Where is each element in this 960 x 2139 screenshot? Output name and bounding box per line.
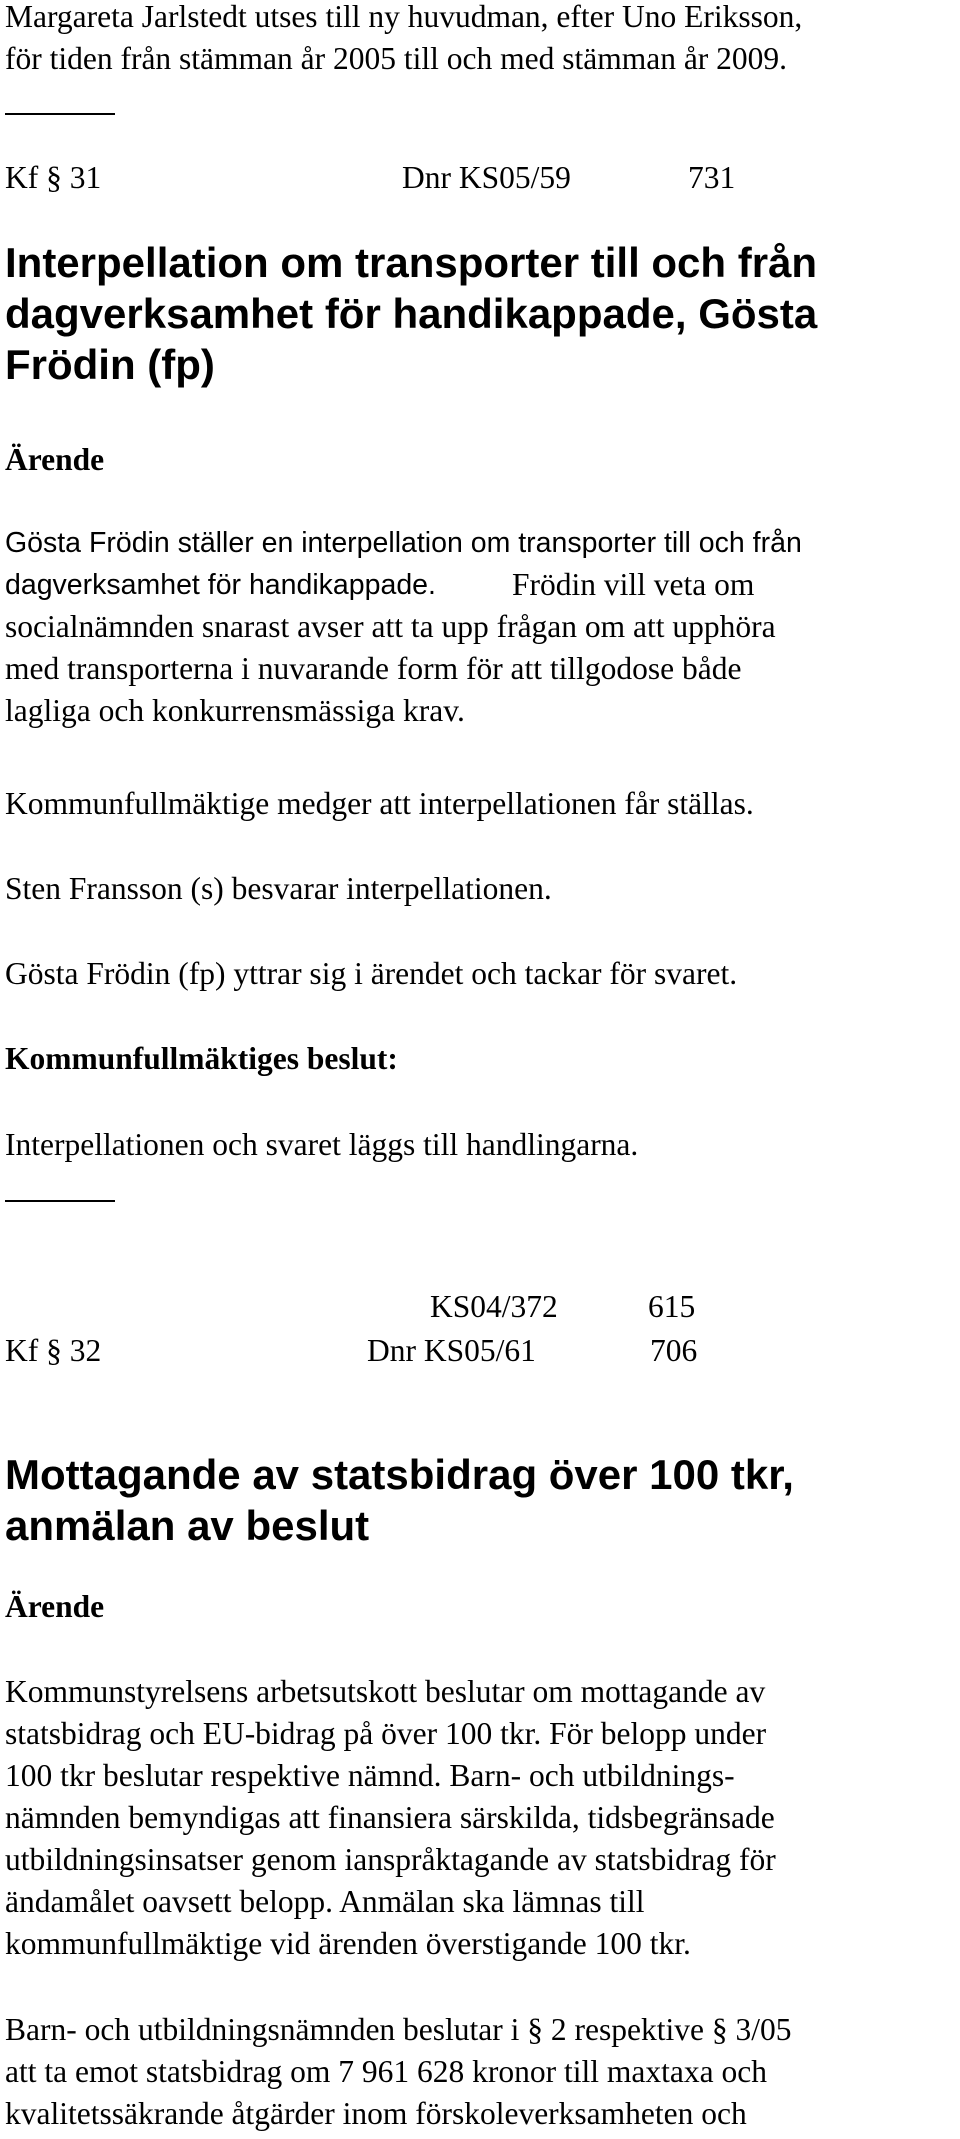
item-32-paragraph-1-line-6: ändamålet oavsett belopp. Anmälan ska lämnas till [5,1884,645,1919]
item-31-arende-line-2b: Frödin vill veta om [512,567,755,602]
item-32-paragraph-2-line-2: att ta emot statsbidrag om 7 961 628 kronor till maxtaxa och [5,2054,767,2089]
separator-rule [5,113,115,115]
item-32-paragraph-2-line-1: Barn- och utbildningsnämnden beslutar i § 2 respektive § 3/05 [5,2012,792,2047]
item-32-paragraph-1-line-2: statsbidrag och EU-bidrag på över 100 tkr. För belopp under [5,1716,767,1751]
kf-32-reference-number: 615 [648,1289,696,1324]
item-31-paragraph-3: Gösta Frödin (fp) yttrar sig i ärendet och tackar för svaret. [5,956,738,991]
item-32-arende-heading: Ärende [5,1589,105,1624]
item-32-title-line-1: Mottagande av statsbidrag över 100 tkr, [5,1451,794,1498]
intro-line-1: Margareta Jarlstedt utses till ny huvudman, efter Uno Eriksson, [5,0,803,34]
separator-rule [5,1200,115,1202]
item-32-title-line-2: anmälan av beslut [5,1502,370,1549]
item-31-title-line-2: dagverksamhet för handikappade, Gösta [5,290,818,337]
item-31-paragraph-2: Sten Fransson (s) besvarar interpellationen. [5,871,552,906]
item-32-paragraph-1-line-4: nämnden bemyndigas att finansiera särskilda, tidsbegränsade [5,1800,775,1835]
item-31-title-line-1: Interpellation om transporter till och från [5,239,818,286]
item-31-arende-line-1: Gösta Frödin ställer en interpellation om transporter till och från [5,527,802,559]
item-31-title-line-3: Frödin (fp) [5,341,215,388]
kf-32-reference-dnr: KS04/372 [430,1289,558,1324]
kf-31-dnr: Dnr KS05/59 [402,160,571,195]
item-31-arende-line-2a: dagverksamhet för handikappade. [5,569,436,601]
item-32-paragraph-2-line-3: kvalitetssäkrande åtgärder inom förskoleverksamheten och [5,2096,747,2131]
kf-31-label: Kf § 31 [5,160,102,195]
item-31-arende-line-4: med transporterna i nuvarande form för att tillgodose både [5,651,742,686]
item-31-arende-line-3: socialnämnden snarast avser att ta upp frågan om att upphöra [5,609,776,644]
kf-32-dnr: Dnr KS05/61 [367,1333,536,1368]
item-31-paragraph-1: Kommunfullmäktige medger att interpellationen får ställas. [5,786,754,821]
item-31-arende-heading: Ärende [5,442,105,477]
kf-31-number: 731 [688,160,736,195]
kf-32-label: Kf § 32 [5,1333,102,1368]
item-31-beslut-text: Interpellationen och svaret läggs till handlingarna. [5,1127,639,1162]
intro-line-2: för tiden från stämman år 2005 till och med stämman år 2009. [5,41,788,76]
item-32-paragraph-1-line-5: utbildningsinsatser genom ianspråktagande av statsbidrag för [5,1842,776,1877]
item-32-paragraph-1-line-1: Kommunstyrelsens arbetsutskott beslutar om mottagande av [5,1674,766,1709]
kf-32-number: 706 [650,1333,698,1368]
item-31-arende-line-5: lagliga och konkurrensmässiga krav. [5,693,465,728]
item-32-paragraph-1-line-7: kommunfullmäktige vid ärenden överstigande 100 tkr. [5,1926,691,1961]
item-31-beslut-heading: Kommunfullmäktiges beslut: [5,1041,398,1076]
item-32-paragraph-1-line-3: 100 tkr beslutar respektive nämnd. Barn- och utbildnings- [5,1758,735,1793]
